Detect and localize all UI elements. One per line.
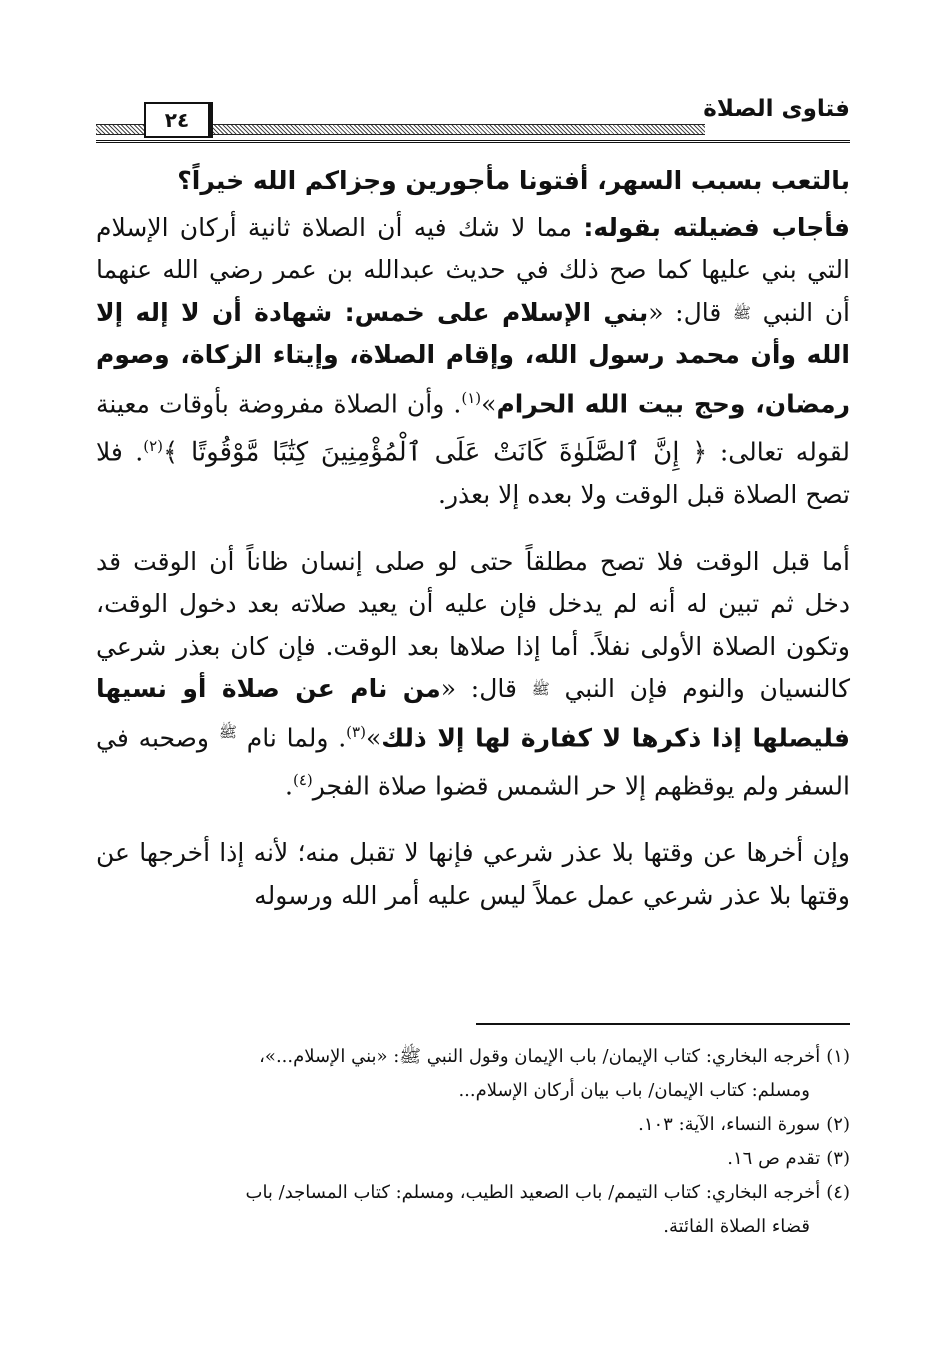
p2-text-f: .	[285, 771, 293, 801]
answer-intro: فأجاب فضيلته بقوله:	[583, 212, 850, 242]
footnote-text: أخرجه البخاري: كتاب الإيمان/ باب الإيمان وقول النبي ﷺ: «بني الإسلام...»،	[259, 1046, 821, 1067]
footnote-number: (٣)	[826, 1148, 850, 1169]
paragraph-gap	[96, 808, 850, 832]
p1-text-a: مما لا شك فيه أن الصلاة ثانية أركان الإسلام التي بني عليها كما صح ذلك في حديث عبدالله بن عمر رضي الله عنهما أن النبي	[96, 212, 851, 327]
paragraph-gap	[96, 517, 850, 541]
salawat-glyph: ﷺ	[531, 680, 550, 699]
footnote-separator	[476, 1023, 850, 1025]
salawat-glyph: ﷺ	[218, 722, 237, 741]
footnote-text: سورة النساء، الآية: ١٠٣.	[638, 1114, 821, 1135]
quran-verse: ﴿ إِنَّ ٱلصَّلَوٰةَ كَانَتْ عَلَى ٱلْمُؤْمِنِينَ كِتَٰبًا مَّوْقُوتًا ﴾	[163, 437, 708, 468]
footnote-1-continuation: ومسلم: كتاب الإيمان/ باب بيان أركان الإسلام...	[458, 1080, 810, 1101]
paragraph-2	[96, 541, 850, 809]
page-number: ٢٤	[144, 102, 213, 138]
p1-text-d: . وأن الصلاة مفروضة بأوقات معينة لقوله تعالى:	[96, 388, 851, 467]
footnote-number: (٤)	[826, 1182, 850, 1203]
footnote-2	[96, 1108, 850, 1142]
footnote-ref-4: (٤)	[292, 771, 313, 790]
p2-text-b: قال: «	[440, 674, 517, 704]
footnote-text: أخرجه البخاري: كتاب التيمم/ باب الصعيد الطيب، ومسلم: كتاب المساجد/ باب	[245, 1182, 821, 1203]
page-header	[96, 96, 850, 142]
footnotes	[96, 1040, 850, 1244]
footnote-4	[96, 1176, 850, 1210]
p1-text-b: قال: «	[648, 297, 722, 327]
header-rule	[96, 140, 850, 143]
p2-text-e: وصحبه في السفر ولم يوقظهم إلا حر الشمس قضوا صلاة الفجر	[96, 722, 850, 801]
footnote-number: (٢)	[826, 1114, 850, 1135]
footnote-number: (١)	[826, 1046, 850, 1067]
paragraph-3: وإن أخرها عن وقتها بلا عذر شرعي فإنها لا تقبل منه؛ لأنه إذا أخرجها عن وقتها بلا عذر شرعي عمل عملاً ليس عليه أمر الله ورسوله	[96, 838, 850, 910]
running-title: فتاوى الصلاة	[703, 96, 850, 122]
salawat-glyph: ﷺ	[732, 303, 752, 322]
p1-text-e: . فلا تصح الصلاة قبل الوقت ولا بعده إلا بعذر.	[96, 437, 850, 510]
footnote-1	[96, 1040, 850, 1074]
main-text	[96, 160, 850, 917]
question-line: بالتعب بسبب السهر، أفتونا مأجورين وجزاكم الله خيراً؟	[177, 166, 850, 195]
footnote-text: تقدم ص ١٦.	[727, 1148, 821, 1169]
paragraph-1	[96, 207, 850, 517]
hadith-2: من نام عن صلاة أو نسيها فليصلها إذا ذكرها لا كفارة لها إلا ذلك	[96, 674, 851, 752]
header-ornament-bar-left	[96, 124, 144, 135]
footnote-ref-1: (١)	[461, 388, 482, 407]
footnote-4-continuation: قضاء الصلاة الفائتة.	[663, 1216, 810, 1237]
footnote-ref-3: (٣)	[346, 722, 366, 741]
p2-text-c: »	[365, 722, 382, 752]
footnote-3	[96, 1142, 850, 1176]
p2-text-d: . ولما نام	[246, 722, 347, 752]
footnote-ref-2: (٢)	[143, 437, 164, 456]
p2-text-a: أما قبل الوقت فلا تصح مطلقاً حتى لو صلى إنسان ظاناً أن الوقت قد دخل ثم تبين له أنه لم يدخل فإن عليه أن يعيد صلاته بعد دخول الوقت، وتكون الصلاة الأولى نفلاً. أما إذا صلاها بعد الوقت. فإن كان بعذر شرعي كالنسيان والنوم فإن النبي	[96, 546, 850, 704]
hadith-1: بني الإسلام على خمس: شهادة أن لا إله إلا الله وأن محمد رسول الله، وإقام الصلاة، وإيتاء الزكاة، وصوم رمضان، وحج بيت الله الحرام	[96, 297, 850, 418]
p1-text-c: »	[481, 388, 497, 418]
header-ornament-bar	[210, 124, 705, 135]
